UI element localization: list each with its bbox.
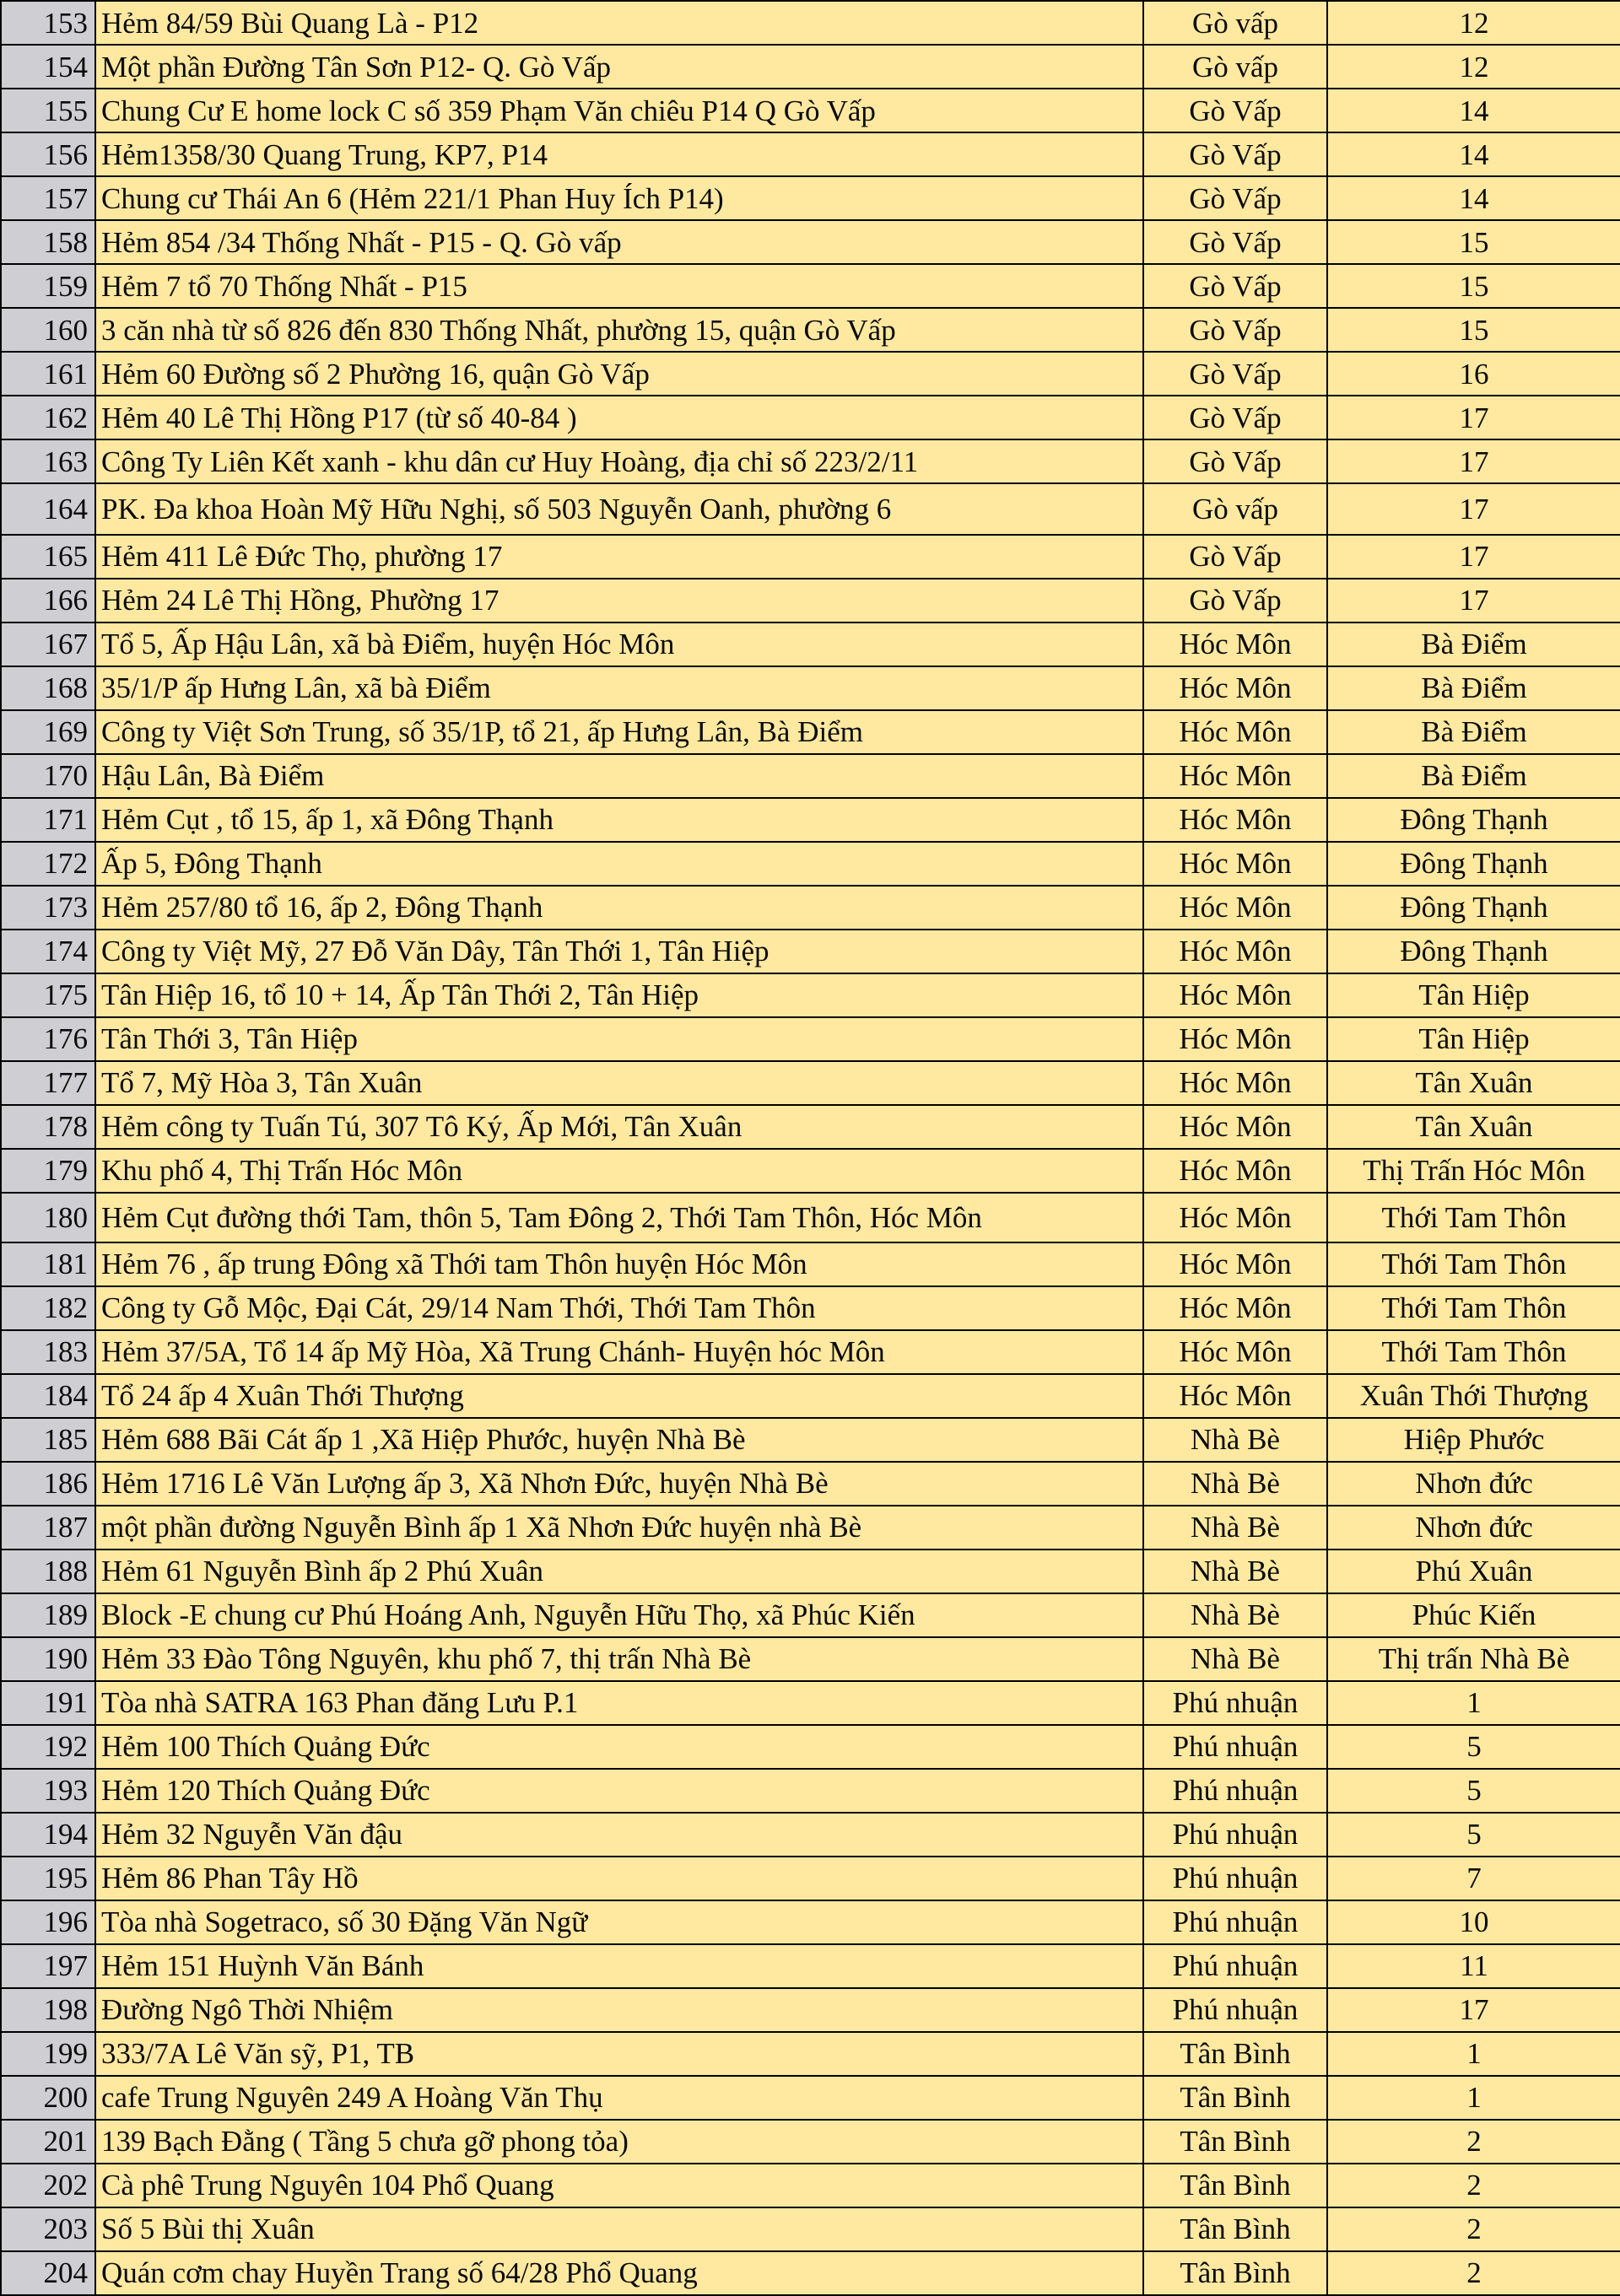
address-cell[interactable]: Hẻm 61 Nguyễn Bình ấp 2 Phú Xuân (95, 1550, 1143, 1593)
district-cell[interactable]: Hóc Môn (1143, 1105, 1327, 1149)
table-row (1, 1286, 1620, 1330)
row-number-cell[interactable]: 167 (1, 623, 95, 666)
district-cell[interactable]: Gò Vấp (1143, 308, 1327, 352)
table-row (1, 1242, 1620, 1286)
row-number-cell[interactable]: 157 (1, 176, 95, 220)
district-cell[interactable]: Phú nhuận (1143, 1681, 1327, 1725)
row-number-cell[interactable]: 191 (1, 1681, 95, 1725)
row-number-cell[interactable]: 160 (1, 308, 95, 352)
ward-cell[interactable]: Bà Điểm (1327, 666, 1620, 710)
address-cell[interactable]: Hẻm 854 /34 Thống Nhất - P15 - Q. Gò vấp (95, 220, 1143, 264)
table-row (1, 45, 1620, 89)
table-row (1, 798, 1620, 842)
row-number-cell[interactable]: 203 (1, 2207, 95, 2251)
district-cell[interactable]: Gò Vấp (1143, 132, 1327, 176)
ward-cell[interactable]: 5 (1327, 1813, 1620, 1857)
address-cell[interactable]: cafe Trung Nguyên 249 A Hoàng Văn Thụ (95, 2076, 1143, 2120)
address-cell[interactable]: Tòa nhà Sogetraco, số 30 Đặng Văn Ngữ (95, 1900, 1143, 1944)
row-number-cell[interactable]: 193 (1, 1769, 95, 1813)
table-row (1, 1330, 1620, 1374)
address-cell[interactable]: PK. Đa khoa Hoàn Mỹ Hữu Nghị, số 503 Nguyễn Oanh, phường 6 (95, 483, 1143, 535)
ward-cell[interactable]: 11 (1327, 1944, 1620, 1988)
table-row (1, 2032, 1620, 2076)
district-cell[interactable]: Nhà Bè (1143, 1418, 1327, 1462)
address-cell[interactable]: Hẻm 688 Bãi Cát ấp 1 ,Xã Hiệp Phước, huyện Nhà Bè (95, 1418, 1143, 1462)
table-row (1, 1681, 1620, 1725)
district-cell[interactable]: Tân Bình (1143, 2207, 1327, 2251)
district-cell[interactable]: Tân Bình (1143, 2164, 1327, 2207)
district-cell[interactable]: Hóc Môn (1143, 930, 1327, 973)
address-cell[interactable]: Hẻm 32 Nguyễn Văn đậu (95, 1813, 1143, 1857)
ward-cell[interactable]: Đông Thạnh (1327, 798, 1620, 842)
address-cell[interactable]: Hẻm1358/30 Quang Trung, KP7, P14 (95, 132, 1143, 176)
address-cell[interactable]: Hẻm 120 Thích Quảng Đức (95, 1769, 1143, 1813)
row-number-cell[interactable]: 156 (1, 132, 95, 176)
row-number-cell[interactable]: 192 (1, 1725, 95, 1769)
ward-cell[interactable]: Bà Điểm (1327, 623, 1620, 666)
district-cell[interactable]: Hóc Môn (1143, 1330, 1327, 1374)
row-number-cell[interactable]: 168 (1, 666, 95, 710)
row-number-cell[interactable]: 196 (1, 1900, 95, 1944)
ward-cell[interactable]: 5 (1327, 1725, 1620, 1769)
row-number-cell[interactable]: 172 (1, 842, 95, 886)
ward-cell[interactable]: Thới Tam Thôn (1327, 1330, 1620, 1374)
table-row (1, 220, 1620, 264)
row-number-cell[interactable]: 174 (1, 930, 95, 973)
table-row (1, 1193, 1620, 1242)
row-number-cell[interactable]: 165 (1, 535, 95, 579)
address-cell[interactable]: Hẻm 86 Phan Tây Hồ (95, 1857, 1143, 1900)
ward-cell[interactable]: 12 (1327, 45, 1620, 89)
district-cell[interactable]: Phú nhuận (1143, 1988, 1327, 2032)
ward-cell[interactable]: 5 (1327, 1769, 1620, 1813)
row-number-cell[interactable]: 175 (1, 973, 95, 1017)
table-row (1, 1462, 1620, 1506)
address-cell[interactable]: Hẻm 24 Lê Thị Hồng, Phường 17 (95, 579, 1143, 623)
address-cell[interactable]: Tổ 5, Ấp Hậu Lân, xã bà Điểm, huyện Hóc Môn (95, 623, 1143, 666)
address-cell[interactable]: Hẻm 84/59 Bùi Quang Là - P12 (95, 1, 1143, 45)
ward-cell[interactable]: Thới Tam Thôn (1327, 1242, 1620, 1286)
ward-cell[interactable]: 17 (1327, 439, 1620, 483)
row-number-cell[interactable]: 155 (1, 89, 95, 132)
ward-cell[interactable]: 1 (1327, 2032, 1620, 2076)
address-cell[interactable]: Hẻm 76 , ấp trung Đông xã Thới tam Thôn huyện Hóc Môn (95, 1242, 1143, 1286)
table-row (1, 535, 1620, 579)
ward-cell[interactable]: Tân Xuân (1327, 1105, 1620, 1149)
ward-cell[interactable]: 2 (1327, 2207, 1620, 2251)
ward-cell[interactable]: 14 (1327, 89, 1620, 132)
ward-cell[interactable]: Hiệp Phước (1327, 1418, 1620, 1462)
address-cell[interactable]: Đường Ngô Thời Nhiệm (95, 1988, 1143, 2032)
table-row (1, 579, 1620, 623)
table-row (1, 1418, 1620, 1462)
row-number-cell[interactable]: 186 (1, 1462, 95, 1506)
district-cell[interactable]: Nhà Bè (1143, 1506, 1327, 1550)
ward-cell[interactable]: Nhơn đức (1327, 1462, 1620, 1506)
row-number-cell[interactable]: 199 (1, 2032, 95, 2076)
table-row (1, 754, 1620, 798)
table-row (1, 1105, 1620, 1149)
address-table-body (1, 1, 1620, 2295)
ward-cell[interactable]: 1 (1327, 2076, 1620, 2120)
address-cell[interactable]: Số 5 Bùi thị Xuân (95, 2207, 1143, 2251)
row-number-cell[interactable]: 177 (1, 1061, 95, 1105)
district-cell[interactable]: Hóc Môn (1143, 710, 1327, 754)
district-cell[interactable]: Gò vấp (1143, 483, 1327, 535)
row-number-cell[interactable]: 185 (1, 1418, 95, 1462)
ward-cell[interactable]: 16 (1327, 352, 1620, 396)
district-cell[interactable]: Hóc Môn (1143, 1061, 1327, 1105)
address-cell[interactable]: Công ty Việt Sơn Trung, số 35/1P, tổ 21, ấp Hưng Lân, Bà Điểm (95, 710, 1143, 754)
ward-cell[interactable]: 17 (1327, 483, 1620, 535)
district-cell[interactable]: Gò Vấp (1143, 396, 1327, 439)
district-cell[interactable]: Gò Vấp (1143, 176, 1327, 220)
row-number-cell[interactable]: 195 (1, 1857, 95, 1900)
table-row (1, 1857, 1620, 1900)
table-row (1, 1944, 1620, 1988)
row-number-cell[interactable]: 184 (1, 1374, 95, 1418)
ward-cell[interactable]: Thị Trấn Hóc Môn (1327, 1149, 1620, 1193)
row-number-cell[interactable]: 204 (1, 2251, 95, 2295)
row-number-cell[interactable]: 188 (1, 1550, 95, 1593)
row-number-cell[interactable]: 200 (1, 2076, 95, 2120)
address-cell[interactable]: Tòa nhà SATRA 163 Phan đăng Lưu P.1 (95, 1681, 1143, 1725)
address-cell[interactable]: Hẻm công ty Tuấn Tú, 307 Tô Ký, Ấp Mới, Tân Xuân (95, 1105, 1143, 1149)
district-cell[interactable]: Phú nhuận (1143, 1813, 1327, 1857)
row-number-cell[interactable]: 183 (1, 1330, 95, 1374)
ward-cell[interactable]: Đông Thạnh (1327, 886, 1620, 930)
table-row (1, 1550, 1620, 1593)
table-row (1, 1506, 1620, 1550)
district-cell[interactable]: Hóc Môn (1143, 842, 1327, 886)
table-row (1, 308, 1620, 352)
district-cell[interactable]: Tân Bình (1143, 2251, 1327, 2295)
row-number-cell[interactable]: 179 (1, 1149, 95, 1193)
address-cell[interactable]: Tổ 7, Mỹ Hòa 3, Tân Xuân (95, 1061, 1143, 1105)
table-row (1, 930, 1620, 973)
ward-cell[interactable]: 17 (1327, 1988, 1620, 2032)
address-cell[interactable]: Quán cơm chay Huyền Trang số 64/28 Phổ Quang (95, 2251, 1143, 2295)
row-number-cell[interactable]: 180 (1, 1193, 95, 1242)
row-number-cell[interactable]: 181 (1, 1242, 95, 1286)
table-row (1, 2251, 1620, 2295)
table-row (1, 439, 1620, 483)
address-cell[interactable]: Ấp 5, Đông Thạnh (95, 842, 1143, 886)
district-cell[interactable]: Hóc Môn (1143, 1242, 1327, 1286)
district-cell[interactable]: Nhà Bè (1143, 1550, 1327, 1593)
table-row (1, 176, 1620, 220)
ward-cell[interactable]: Phúc Kiến (1327, 1593, 1620, 1637)
row-number-cell[interactable]: 154 (1, 45, 95, 89)
district-cell[interactable]: Gò Vấp (1143, 352, 1327, 396)
table-row (1, 264, 1620, 308)
row-number-cell[interactable]: 166 (1, 579, 95, 623)
table-row (1, 1149, 1620, 1193)
address-cell[interactable]: một phần đường Nguyễn Bình ấp 1 Xã Nhơn Đức huyện nhà Bè (95, 1506, 1143, 1550)
district-cell[interactable]: Gò Vấp (1143, 220, 1327, 264)
district-cell[interactable]: Hóc Môn (1143, 754, 1327, 798)
district-cell[interactable]: Phú nhuận (1143, 1900, 1327, 1944)
address-cell[interactable]: Công Ty Liên Kết xanh - khu dân cư Huy Hoàng, địa chỉ số 223/2/11 (95, 439, 1143, 483)
ward-cell[interactable]: 15 (1327, 264, 1620, 308)
row-number-cell[interactable]: 158 (1, 220, 95, 264)
row-number-cell[interactable]: 198 (1, 1988, 95, 2032)
address-cell[interactable]: Hẻm 1716 Lê Văn Lượng ấp 3, Xã Nhơn Đức, huyện Nhà Bè (95, 1462, 1143, 1506)
ward-cell[interactable]: 7 (1327, 1857, 1620, 1900)
ward-cell[interactable]: 1 (1327, 1681, 1620, 1725)
ward-cell[interactable]: 2 (1327, 2120, 1620, 2164)
address-cell[interactable]: 35/1/P ấp Hưng Lân, xã bà Điểm (95, 666, 1143, 710)
row-number-cell[interactable]: 182 (1, 1286, 95, 1330)
table-row (1, 396, 1620, 439)
address-cell[interactable]: Block -E chung cư Phú Hoáng Anh, Nguyễn Hữu Thọ, xã Phúc Kiến (95, 1593, 1143, 1637)
table-row (1, 132, 1620, 176)
district-cell[interactable]: Gò Vấp (1143, 535, 1327, 579)
row-number-cell[interactable]: 197 (1, 1944, 95, 1988)
address-cell[interactable]: 3 căn nhà từ số 826 đến 830 Thống Nhất, phường 15, quận Gò Vấp (95, 308, 1143, 352)
table-row (1, 886, 1620, 930)
district-cell[interactable]: Tân Bình (1143, 2076, 1327, 2120)
row-number-cell[interactable]: 176 (1, 1017, 95, 1061)
district-cell[interactable]: Phú nhuận (1143, 1944, 1327, 1988)
address-cell[interactable]: Hẻm Cụt , tổ 15, ấp 1, xã Đông Thạnh (95, 798, 1143, 842)
table-row (1, 1061, 1620, 1105)
row-number-cell[interactable]: 194 (1, 1813, 95, 1857)
table-row (1, 2164, 1620, 2207)
row-number-cell[interactable]: 178 (1, 1105, 95, 1149)
address-cell[interactable]: Một phần Đường Tân Sơn P12- Q. Gò Vấp (95, 45, 1143, 89)
district-cell[interactable]: Hóc Môn (1143, 886, 1327, 930)
address-cell[interactable]: Hẻm 37/5A, Tổ 14 ấp Mỹ Hòa, Xã Trung Chánh- Huyện hóc Môn (95, 1330, 1143, 1374)
district-cell[interactable]: Hóc Môn (1143, 973, 1327, 1017)
district-cell[interactable]: Nhà Bè (1143, 1462, 1327, 1506)
district-cell[interactable]: Hóc Môn (1143, 1149, 1327, 1193)
address-cell[interactable]: Công ty Gỗ Mộc, Đại Cát, 29/14 Nam Thới, Thới Tam Thôn (95, 1286, 1143, 1330)
table-row (1, 89, 1620, 132)
district-cell[interactable]: Hóc Môn (1143, 1286, 1327, 1330)
district-cell[interactable]: Hóc Môn (1143, 666, 1327, 710)
address-cell[interactable]: Tân Thới 3, Tân Hiệp (95, 1017, 1143, 1061)
row-number-cell[interactable]: 164 (1, 483, 95, 535)
row-number-cell[interactable]: 161 (1, 352, 95, 396)
row-number-cell[interactable]: 190 (1, 1637, 95, 1681)
table-row (1, 1725, 1620, 1769)
row-number-cell[interactable]: 201 (1, 2120, 95, 2164)
table-row (1, 483, 1620, 535)
ward-cell[interactable]: 15 (1327, 308, 1620, 352)
address-cell[interactable]: Công ty Việt Mỹ, 27 Đỗ Văn Dây, Tân Thới 1, Tân Hiệp (95, 930, 1143, 973)
address-cell[interactable]: 139 Bạch Đằng ( Tầng 5 chưa gỡ phong tỏa) (95, 2120, 1143, 2164)
address-cell[interactable]: Cà phê Trung Nguyên 104 Phổ Quang (95, 2164, 1143, 2207)
district-cell[interactable]: Phú nhuận (1143, 1725, 1327, 1769)
address-cell[interactable]: Hẻm 7 tổ 70 Thống Nhất - P15 (95, 264, 1143, 308)
row-number-cell[interactable]: 187 (1, 1506, 95, 1550)
table-row (1, 1988, 1620, 2032)
row-number-cell[interactable]: 171 (1, 798, 95, 842)
address-cell[interactable]: Khu phố 4, Thị Trấn Hóc Môn (95, 1149, 1143, 1193)
ward-cell[interactable]: 2 (1327, 2251, 1620, 2295)
table-row (1, 1813, 1620, 1857)
ward-cell[interactable]: 2 (1327, 2164, 1620, 2207)
district-cell[interactable]: Gò vấp (1143, 1, 1327, 45)
table-row (1, 2076, 1620, 2120)
district-cell[interactable]: Gò Vấp (1143, 439, 1327, 483)
table-row (1, 1374, 1620, 1418)
address-cell[interactable]: Hẻm 257/80 tổ 16, ấp 2, Đông Thạnh (95, 886, 1143, 930)
district-cell[interactable]: Hóc Môn (1143, 623, 1327, 666)
row-number-cell[interactable]: 189 (1, 1593, 95, 1637)
address-cell[interactable]: Tổ 24 ấp 4 Xuân Thới Thượng (95, 1374, 1143, 1418)
row-number-cell[interactable]: 163 (1, 439, 95, 483)
table-row (1, 2120, 1620, 2164)
ward-cell[interactable]: 14 (1327, 132, 1620, 176)
district-cell[interactable]: Gò Vấp (1143, 264, 1327, 308)
district-cell[interactable]: Hóc Môn (1143, 1374, 1327, 1418)
district-cell[interactable]: Hóc Môn (1143, 798, 1327, 842)
address-cell[interactable]: Hẻm 60 Đường số 2 Phường 16, quận Gò Vấp (95, 352, 1143, 396)
district-cell[interactable]: Gò Vấp (1143, 579, 1327, 623)
ward-cell[interactable]: 10 (1327, 1900, 1620, 1944)
row-number-cell[interactable]: 162 (1, 396, 95, 439)
table-row (1, 1637, 1620, 1681)
address-cell[interactable]: Chung cư Thái An 6 (Hẻm 221/1 Phan Huy Ích P14) (95, 176, 1143, 220)
address-cell[interactable]: Hẻm 33 Đào Tông Nguyên, khu phố 7, thị trấn Nhà Bè (95, 1637, 1143, 1681)
table-row (1, 710, 1620, 754)
table-row (1, 1593, 1620, 1637)
ward-cell[interactable]: Nhơn đức (1327, 1506, 1620, 1550)
ward-cell[interactable]: Xuân Thới Thượng (1327, 1374, 1620, 1418)
address-cell[interactable]: 333/7A Lê Văn sỹ, P1, TB (95, 2032, 1143, 2076)
ward-cell[interactable]: Đông Thạnh (1327, 930, 1620, 973)
address-cell[interactable]: Hẻm 40 Lê Thị Hồng P17 (từ số 40-84 ) (95, 396, 1143, 439)
district-cell[interactable]: Tân Bình (1143, 2032, 1327, 2076)
district-cell[interactable]: Hóc Môn (1143, 1017, 1327, 1061)
district-cell[interactable]: Tân Bình (1143, 2120, 1327, 2164)
address-cell[interactable]: Hẻm 100 Thích Quảng Đức (95, 1725, 1143, 1769)
table-row (1, 1017, 1620, 1061)
ward-cell[interactable]: Thới Tam Thôn (1327, 1286, 1620, 1330)
ward-cell[interactable]: Thới Tam Thôn (1327, 1193, 1620, 1242)
district-cell[interactable]: Phú nhuận (1143, 1769, 1327, 1813)
district-cell[interactable]: Hóc Môn (1143, 1193, 1327, 1242)
address-cell[interactable]: Hậu Lân, Bà Điểm (95, 754, 1143, 798)
address-cell[interactable]: Tân Hiệp 16, tổ 10 + 14, Ấp Tân Thới 2, Tân Hiệp (95, 973, 1143, 1017)
district-cell[interactable]: Nhà Bè (1143, 1637, 1327, 1681)
row-number-cell[interactable]: 173 (1, 886, 95, 930)
district-cell[interactable]: Gò vấp (1143, 45, 1327, 89)
row-number-cell[interactable]: 159 (1, 264, 95, 308)
row-number-cell[interactable]: 202 (1, 2164, 95, 2207)
address-cell[interactable]: Hẻm 151 Huỳnh Văn Bánh (95, 1944, 1143, 1988)
table-row (1, 2207, 1620, 2251)
ward-cell[interactable]: 15 (1327, 220, 1620, 264)
table-row (1, 842, 1620, 886)
row-number-cell[interactable]: 169 (1, 710, 95, 754)
table-row (1, 352, 1620, 396)
ward-cell[interactable]: 14 (1327, 176, 1620, 220)
ward-cell[interactable]: Bà Điểm (1327, 710, 1620, 754)
ward-cell[interactable]: Phú Xuân (1327, 1550, 1620, 1593)
table-row (1, 666, 1620, 710)
ward-cell[interactable]: Tân Xuân (1327, 1061, 1620, 1105)
ward-cell[interactable]: Thị trấn Nhà Bè (1327, 1637, 1620, 1681)
row-number-cell[interactable]: 170 (1, 754, 95, 798)
address-cell[interactable]: Hẻm Cụt đường thới Tam, thôn 5, Tam Đông 2, Thới Tam Thôn, Hóc Môn (95, 1193, 1143, 1242)
district-cell[interactable]: Phú nhuận (1143, 1857, 1327, 1900)
table-row (1, 1769, 1620, 1813)
table-row (1, 1, 1620, 45)
ward-cell[interactable]: 17 (1327, 396, 1620, 439)
ward-cell[interactable]: Tân Hiệp (1327, 973, 1620, 1017)
address-cell[interactable]: Chung Cư E home lock C số 359 Phạm Văn chiêu P14 Q Gò Vấp (95, 89, 1143, 132)
table-row (1, 623, 1620, 666)
ward-cell[interactable]: 17 (1327, 535, 1620, 579)
address-cell[interactable]: Hẻm 411 Lê Đức Thọ, phường 17 (95, 535, 1143, 579)
ward-cell[interactable]: Bà Điểm (1327, 754, 1620, 798)
row-number-cell[interactable]: 153 (1, 1, 95, 45)
ward-cell[interactable]: Đông Thạnh (1327, 842, 1620, 886)
ward-cell[interactable]: 12 (1327, 1, 1620, 45)
ward-cell[interactable]: 17 (1327, 579, 1620, 623)
ward-cell[interactable]: Tân Hiệp (1327, 1017, 1620, 1061)
district-cell[interactable]: Nhà Bè (1143, 1593, 1327, 1637)
table-row (1, 1900, 1620, 1944)
table-row (1, 973, 1620, 1017)
district-cell[interactable]: Gò Vấp (1143, 89, 1327, 132)
